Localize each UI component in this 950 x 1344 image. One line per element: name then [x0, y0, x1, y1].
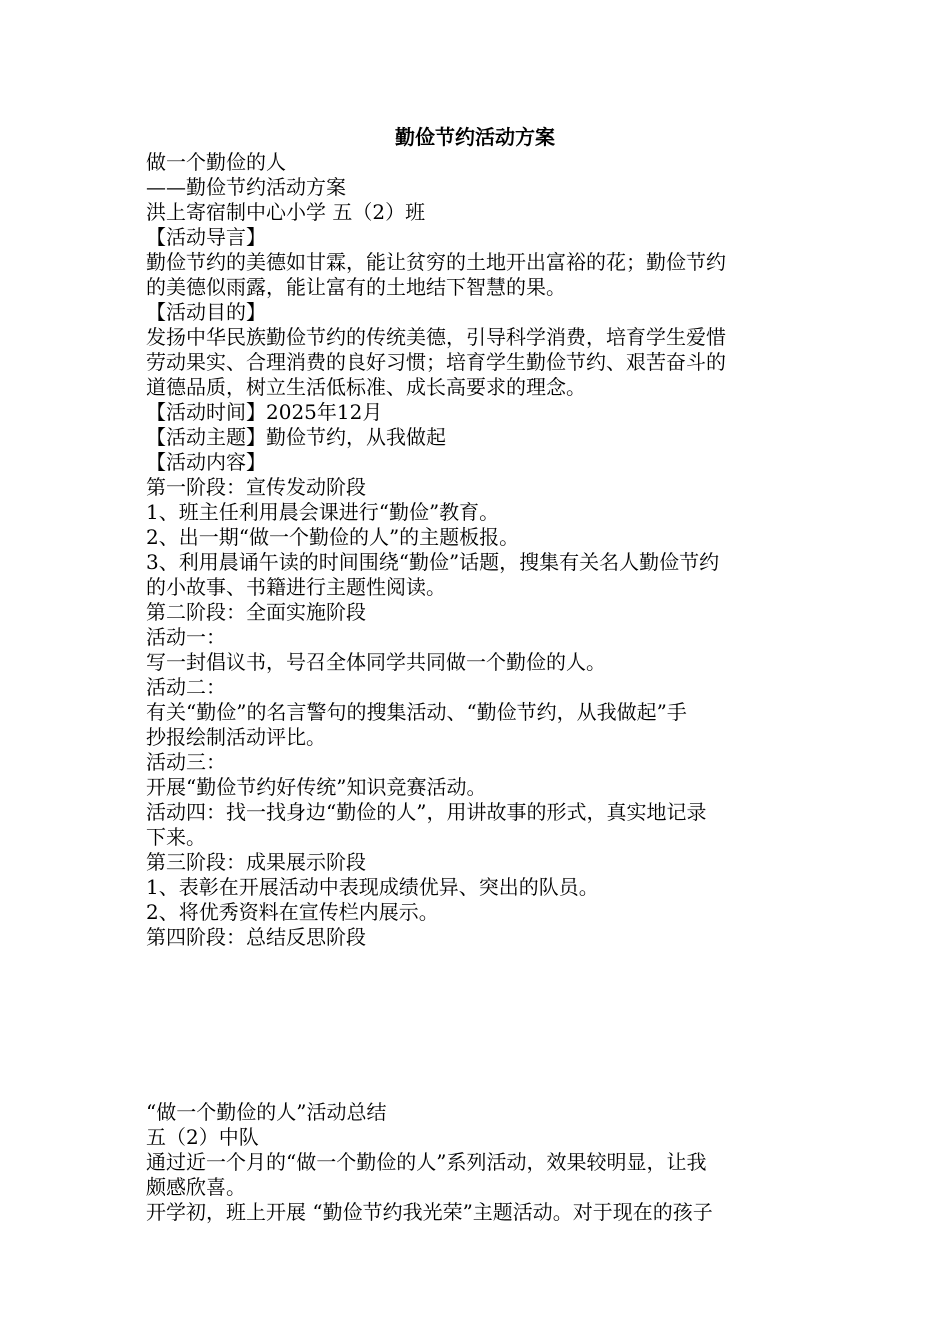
section-heading: 【活动时间】2025年12月 [146, 400, 383, 424]
activity-heading: 活动三： [146, 750, 226, 774]
subtitle-line: 做一个勤俭的人 [146, 150, 286, 174]
paragraph-line: 发扬中华民族勤俭节约的传统美德，引导科学消费，培育学生爱惜 [146, 325, 726, 349]
section-heading: 【活动主题】勤俭节约，从我做起 [146, 425, 446, 449]
subtitle-line: ——勤俭节约活动方案 [146, 175, 346, 199]
summary-title: “做一个勤俭的人”活动总结 [146, 1100, 387, 1124]
paragraph-line: 抄报绘制活动评比。 [146, 725, 326, 749]
section-heading: 【活动内容】 [146, 450, 266, 474]
blank-gap [146, 950, 806, 1100]
paragraph-line: 开学初，班上开展 “勤俭节约我光荣”主题活动。对于现在的孩子 [146, 1200, 713, 1224]
paragraph-line: 的美德似雨露，能让富有的土地结下智慧的果。 [146, 275, 566, 299]
list-item: 2、将优秀资料在宣传栏内展示。 [146, 900, 439, 924]
paragraph-line: 有关“勤俭”的名言警句的搜集活动、“勤俭节约，从我做起”手 [146, 700, 687, 724]
section-heading: 【活动导言】 [146, 225, 266, 249]
paragraph-line: 勤俭节约的美德如甘霖，能让贫穷的土地开出富裕的花；勤俭节约 [146, 250, 726, 274]
paragraph-line: 活动四：找一找身边“勤俭的人”，用讲故事的形式，真实地记录 [146, 800, 707, 824]
paragraph-line: 颇感欣喜。 [146, 1175, 246, 1199]
document-title: 勤俭节约活动方案 [395, 125, 555, 149]
list-item: 1、班主任利用晨会课进行“勤俭”教育。 [146, 500, 500, 524]
document-body [146, 150, 806, 1225]
activity-heading: 活动二： [146, 675, 226, 699]
activity-heading: 活动一： [146, 625, 226, 649]
paragraph-line: 下来。 [146, 825, 206, 849]
section-heading: 【活动目的】 [146, 300, 266, 324]
list-item: 1、表彰在开展活动中表现成绩优异、突出的队员。 [146, 875, 599, 899]
summary-author: 五（2）中队 [146, 1125, 259, 1149]
paragraph-line: 道德品质，树立生活低标准、成长高要求的理念。 [146, 375, 586, 399]
list-item: 2、出一期“做一个勤俭的人”的主题板报。 [146, 525, 520, 549]
stage-heading: 第三阶段：成果展示阶段 [146, 850, 366, 874]
list-item: 的小故事、书籍进行主题性阅读。 [146, 575, 446, 599]
paragraph-line: 写一封倡议书，号召全体同学共同做一个勤俭的人。 [146, 650, 606, 674]
author-line: 洪上寄宿制中心小学 五（2）班 [146, 200, 426, 224]
paragraph-line: 通过近一个月的“做一个勤俭的人”系列活动，效果较明显，让我 [146, 1150, 707, 1174]
paragraph-line: 劳动果实、合理消费的良好习惯；培育学生勤俭节约、艰苦奋斗的 [146, 350, 726, 374]
list-item: 3、利用晨诵午读的时间围绕“勤俭”话题，搜集有关名人勤俭节约 [146, 550, 720, 574]
stage-heading: 第一阶段：宣传发动阶段 [146, 475, 366, 499]
stage-heading: 第四阶段：总结反思阶段 [146, 925, 366, 949]
paragraph-line: 开展“勤俭节约好传统”知识竞赛活动。 [146, 775, 487, 799]
stage-heading: 第二阶段：全面实施阶段 [146, 600, 366, 624]
